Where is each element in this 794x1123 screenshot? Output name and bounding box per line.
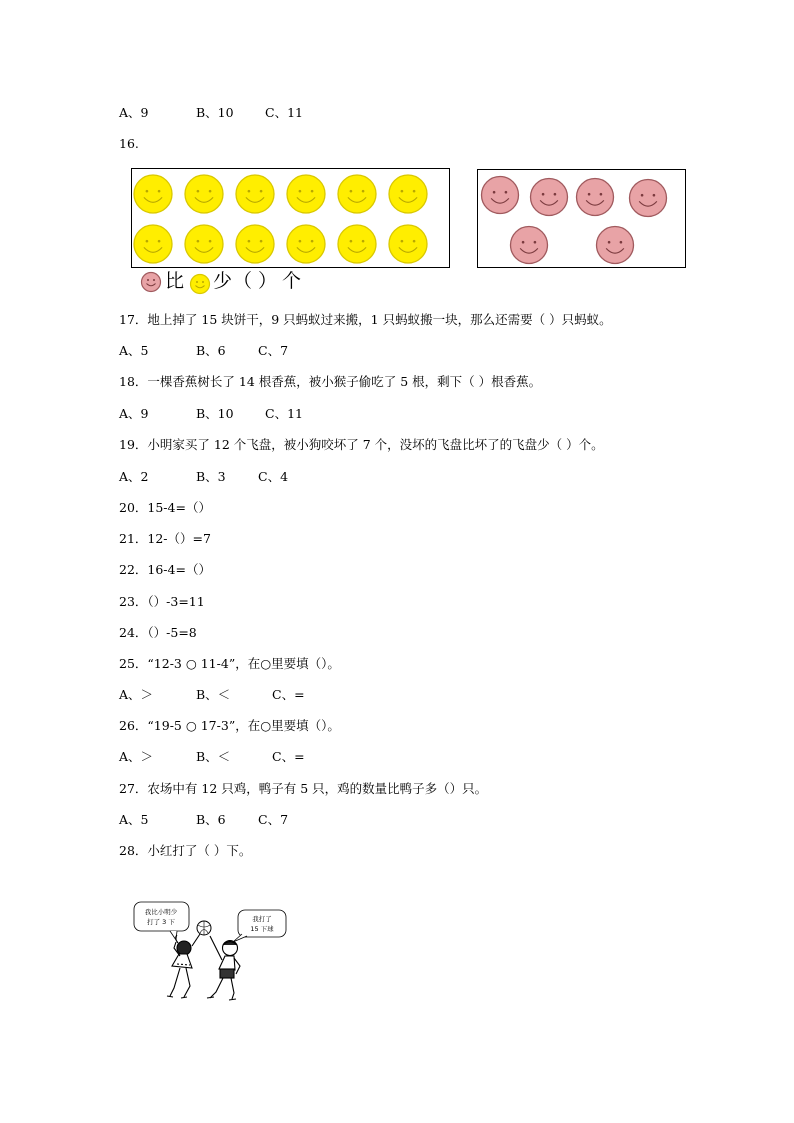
q26-options	[119, 749, 305, 765]
option-b: B、＜	[196, 687, 231, 702]
question-19: 19．小明家买了 12 个飞盘，被小狗咬坏了 7 个，没坏的飞盘比坏了的飞盘少（ ）个。	[119, 437, 604, 452]
option-a: A、9	[119, 406, 149, 421]
girl-bubble-line-2: 打了 3 下	[147, 918, 175, 926]
yellow-face-icon	[189, 273, 211, 295]
question-24: 24．（）-5=8	[119, 625, 197, 640]
question-21: 21．12-（）=7	[119, 531, 211, 546]
q19-options	[119, 469, 288, 485]
yellow-face-icon	[134, 225, 172, 263]
question-20: 20．15-4=（）	[119, 500, 211, 515]
legend-bi: 比	[165, 270, 185, 292]
question-25: 25．“12-3 ○ 11-4”，在○里要填（）。	[119, 656, 340, 671]
yellow-face-icon	[389, 225, 427, 263]
option-c: C、=	[272, 687, 305, 702]
question-23: 23．（）-3=11	[119, 594, 205, 609]
yellow-face-icon	[338, 225, 376, 263]
q27-options	[119, 812, 288, 828]
boy-bubble-line-1: 我打了	[252, 915, 272, 923]
option-a: A、＞	[119, 687, 154, 702]
yellow-face-icon	[389, 175, 427, 213]
pink-faces-box	[477, 169, 686, 268]
option-b: B、10	[196, 105, 234, 120]
pink-faces-group	[478, 170, 685, 267]
yellow-face-icon	[236, 225, 274, 263]
volleyball-illustration	[130, 896, 300, 1006]
pink-face-icon	[577, 179, 614, 216]
option-b: B、6	[196, 812, 226, 827]
question-27: 27．农场中有 12 只鸡，鸭子有 5 只，鸡的数量比鸭子多（）只。	[119, 781, 488, 796]
option-a: A、5	[119, 812, 149, 827]
pink-face-icon	[597, 227, 634, 264]
legend-shao: 少	[213, 270, 233, 292]
option-b: B、6	[196, 343, 226, 358]
yellow-face-icon	[287, 175, 325, 213]
yellow-faces-group	[132, 169, 449, 267]
q17-options	[119, 343, 288, 359]
yellow-face-icon	[338, 175, 376, 213]
option-a: A、＞	[119, 749, 154, 764]
girl-bubble-line-1: 我比小明少	[144, 908, 178, 916]
question-28: 28．小红打了（ ）下。	[119, 843, 252, 858]
yellow-face-icon	[185, 175, 223, 213]
option-c: C、4	[258, 469, 289, 484]
pink-face-icon	[511, 227, 548, 264]
option-c: C、7	[258, 343, 289, 358]
option-a: A、9	[119, 105, 149, 120]
question-26: 26．“19-5 ○ 17-3”，在○里要填（）。	[119, 718, 340, 733]
yellow-face-icon	[134, 175, 172, 213]
yellow-faces-box	[131, 168, 450, 268]
yellow-face-icon	[185, 225, 223, 263]
pink-face-icon	[531, 179, 568, 216]
option-a: A、2	[119, 469, 149, 484]
option-b: B、10	[196, 406, 234, 421]
q15-options	[119, 105, 303, 121]
pink-face-icon	[140, 271, 162, 293]
option-b: B、3	[196, 469, 226, 484]
yellow-face-icon	[287, 225, 325, 263]
option-c: C、11	[265, 105, 303, 120]
q18-options	[119, 406, 303, 422]
q16-number: 16.	[119, 136, 139, 151]
option-c: C、11	[265, 406, 303, 421]
pink-face-icon	[630, 180, 667, 217]
option-c: C、7	[258, 812, 289, 827]
option-b: B、＜	[196, 749, 231, 764]
boy-bubble-line-2: 15 下球	[250, 925, 274, 933]
pink-face-icon	[482, 177, 519, 214]
yellow-face-icon	[236, 175, 274, 213]
question-17: 17．地上掉了 15 块饼干，9 只蚂蚁过来搬，1 只蚂蚁搬一块，那么还需要（ ）只蚂蚁。	[119, 312, 612, 327]
option-c: C、=	[272, 749, 305, 764]
legend-blank: （ ）	[233, 270, 278, 292]
children-playing-ball-image	[130, 896, 300, 1006]
question-22: 22．16-4=（）	[119, 562, 211, 577]
question-18: 18．一棵香蕉树长了 14 根香蕉，被小猴子偷吃了 5 根，剩下（ ）根香蕉。	[119, 374, 542, 389]
option-a: A、5	[119, 343, 149, 358]
q25-options	[119, 687, 305, 703]
legend-unit: 个	[282, 270, 302, 292]
